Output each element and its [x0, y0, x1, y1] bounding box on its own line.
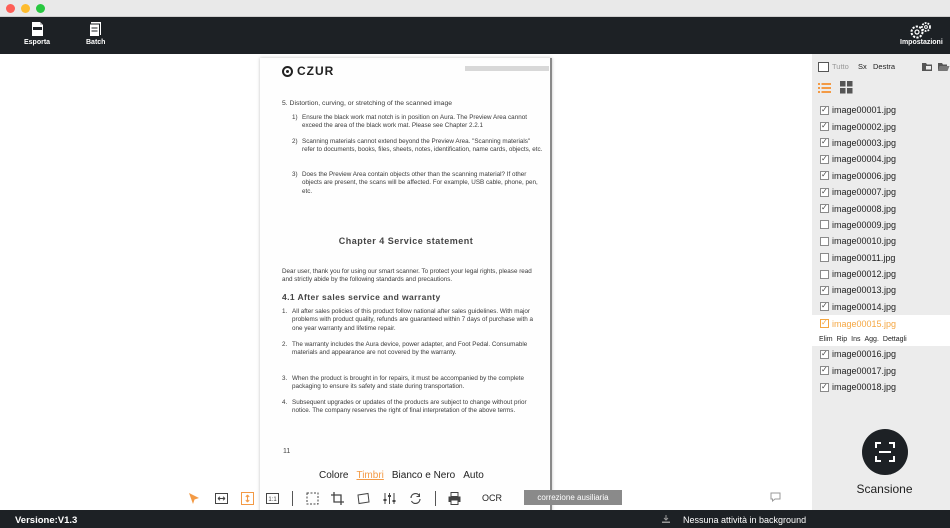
version-label: Versione:V1.3 — [15, 515, 78, 526]
fit-width-icon[interactable] — [214, 491, 229, 506]
file-row[interactable] — [812, 250, 950, 266]
gears-icon — [908, 21, 934, 40]
item-number: 1) — [292, 114, 298, 121]
file-name: image00002.jpg — [832, 121, 897, 132]
file-name: image00001.jpg — [832, 105, 897, 116]
file-row[interactable] — [812, 151, 950, 167]
sidebar-filter-bar — [812, 60, 950, 74]
file-name: image00015.jpg — [832, 318, 897, 329]
batch-button[interactable] — [86, 21, 105, 46]
rotate-icon[interactable] — [408, 491, 423, 506]
page-number: 11 — [283, 448, 291, 455]
czur-logo-mark — [282, 66, 293, 77]
chapter-intro: Dear user, thank you for using our smart scanner. To protect your legal rights, please read and strictly abide by the following standards and precautions. — [282, 268, 532, 284]
file-checkbox[interactable] — [820, 122, 829, 131]
preview-area — [0, 54, 812, 510]
czur-logo — [282, 64, 334, 78]
file-row[interactable] — [812, 346, 950, 362]
file-row[interactable] — [812, 233, 950, 249]
file-row[interactable] — [812, 200, 950, 216]
file-name: image00014.jpg — [832, 301, 897, 312]
subsection-item: The warranty includes the Aura device, power adapter, and Foot Pedal. Consumable materials and appearance are not covered by the warranty. — [292, 341, 528, 357]
svg-text:1:1: 1:1 — [268, 497, 277, 503]
file-checkbox[interactable] — [820, 220, 829, 229]
top-toolbar — [0, 17, 950, 54]
batch-files-icon — [89, 21, 102, 37]
item-number: 1. — [282, 308, 288, 315]
pdf-file-icon — [31, 21, 44, 37]
file-name: image00003.jpg — [832, 137, 897, 148]
section-5-title: 5. Distortion, curving, or stretching of the scanned image — [282, 100, 453, 107]
file-name: image00016.jpg — [832, 349, 897, 360]
scan-button[interactable] — [862, 429, 908, 475]
crop-icon[interactable] — [330, 491, 345, 506]
file-row[interactable] — [812, 168, 950, 184]
actual-size-icon[interactable] — [265, 491, 280, 506]
print-icon[interactable] — [447, 491, 462, 506]
deskew-icon[interactable] — [356, 491, 371, 506]
subsection-item: Subsequent upgrades or updates of the products are subject to change without prior notice. The company reserves the right of final interpretation of the above terms. — [292, 399, 527, 415]
subsection-heading: 4.1 After sales service and warranty — [282, 292, 441, 302]
file-row[interactable] — [812, 379, 950, 395]
view-mode-toggle — [818, 80, 858, 96]
chat-bubble-icon[interactable] — [770, 492, 781, 502]
download-tray-icon — [661, 514, 671, 524]
item-number: 3) — [292, 171, 298, 178]
file-row[interactable] — [812, 362, 950, 378]
export-label: Esporta — [24, 39, 51, 46]
chapter-heading: Chapter 4 Service statement — [338, 236, 474, 246]
ocr-button[interactable]: OCR — [482, 493, 502, 503]
file-row[interactable] — [812, 102, 950, 118]
scan-frame-icon — [874, 441, 896, 463]
details-action[interactable]: Dettagli — [882, 335, 907, 343]
file-name: image00008.jpg — [832, 203, 897, 214]
file-name: image00013.jpg — [832, 285, 897, 296]
filter-right[interactable]: Destra — [873, 62, 896, 71]
file-row-selected[interactable] — [812, 315, 950, 332]
file-checkbox[interactable] — [820, 383, 829, 392]
image-folder-icon[interactable] — [921, 61, 933, 72]
file-checkbox[interactable] — [820, 155, 829, 164]
adjust-sliders-icon[interactable] — [382, 491, 397, 506]
scan-label[interactable]: Scansione — [856, 482, 913, 496]
document-page-preview[interactable] — [260, 58, 552, 513]
export-button[interactable] — [24, 21, 50, 46]
minimize-window-button[interactable] — [21, 4, 30, 13]
settings-label: Impostazioni — [900, 39, 943, 46]
delete-action[interactable]: Elim — [819, 335, 833, 343]
select-area-icon[interactable] — [305, 491, 320, 506]
file-checkbox[interactable] — [820, 188, 829, 197]
file-checkbox[interactable] — [820, 366, 829, 375]
status-bar — [0, 510, 950, 528]
filter-all[interactable]: Tutto — [832, 62, 849, 71]
edit-toolbar — [186, 488, 626, 508]
file-checkbox[interactable] — [820, 204, 829, 213]
file-checkbox[interactable] — [820, 237, 829, 246]
file-checkbox[interactable] — [820, 138, 829, 147]
file-name: image00011.jpg — [832, 252, 896, 263]
color-mode-selector — [319, 470, 484, 481]
mode-bianco-e-nero[interactable]: Bianco e Nero — [391, 470, 456, 481]
tool-separator — [435, 491, 436, 506]
close-window-button[interactable] — [6, 4, 15, 13]
maximize-window-button[interactable] — [36, 4, 45, 13]
section-5-item: Ensure the black work mat notch is in position on Aura. The Preview Area cannot exceed the area of the black work mat. Please see Chapter 2.2.1 — [302, 114, 527, 130]
file-checkbox[interactable] — [820, 171, 829, 180]
cursor-arrow-icon[interactable] — [186, 491, 201, 506]
file-checkbox[interactable] — [820, 319, 829, 328]
mode-timbri[interactable]: Timbri — [356, 470, 384, 481]
file-row[interactable] — [812, 217, 950, 233]
grid-view-icon[interactable] — [840, 81, 853, 94]
section-5-item: Does the Preview Area contain objects other than the scanning material? If other objects are present, the scans will be affected. For example, USB cable, phone, pen, etc. — [302, 171, 538, 195]
file-checkbox[interactable] — [820, 253, 829, 262]
file-checkbox[interactable] — [820, 350, 829, 359]
window-title-bar — [0, 0, 950, 17]
header-bar-decoration — [465, 66, 549, 71]
settings-button[interactable] — [900, 21, 943, 46]
item-number: 4. — [282, 399, 288, 406]
fit-height-icon[interactable] — [240, 491, 255, 506]
logo-text: CZUR — [297, 64, 335, 78]
file-name: image00007.jpg — [832, 187, 897, 198]
open-folder-icon[interactable] — [937, 61, 950, 72]
rescan-action[interactable]: Rip — [836, 335, 848, 343]
filter-left[interactable]: Sx — [858, 62, 867, 71]
file-name: image00018.jpg — [832, 382, 897, 393]
list-view-icon[interactable] — [818, 82, 831, 94]
file-row[interactable] — [812, 135, 950, 151]
file-name: image00009.jpg — [832, 219, 897, 230]
file-row[interactable] — [812, 282, 950, 298]
item-number: 2. — [282, 341, 288, 348]
insert-action[interactable]: Ins — [851, 335, 861, 343]
page-edge-shadow — [550, 58, 552, 513]
file-row[interactable] — [812, 118, 950, 134]
file-row[interactable] — [812, 299, 950, 315]
file-name: image00017.jpg — [832, 365, 897, 376]
subsection-item: All after sales policies of this product follow national after sales guidelines. With major problems with product quality, refunds are guaranteed within 7 days of purchase with a one year warranty and lifetime repair. — [292, 308, 534, 332]
row-actions — [812, 332, 950, 346]
subsection-item: When the product is brought in for repairs, it must be accompanied by the complete packaging to ensure its safety and state during transportation. — [292, 375, 525, 391]
item-number: 3. — [282, 375, 288, 382]
background-activity-status: Nessuna attività in background — [683, 515, 807, 525]
file-row[interactable] — [812, 184, 950, 200]
file-name: image00006.jpg — [832, 170, 897, 181]
file-row[interactable] — [812, 266, 950, 282]
file-checkbox[interactable] — [820, 286, 829, 295]
file-checkbox[interactable] — [820, 302, 829, 311]
image-file-list — [812, 102, 950, 395]
image-list-sidebar — [812, 54, 950, 510]
file-name: image00004.jpg — [832, 154, 897, 165]
file-checkbox[interactable] — [820, 270, 829, 279]
section-5-item: Scanning materials cannot extend beyond the Preview Area. "Scanning materials" refer to documents, books, files, sheets, notes, identification, name cards, objects, etc. — [302, 138, 543, 154]
file-checkbox[interactable] — [820, 106, 829, 115]
item-number: 2) — [292, 138, 298, 145]
batch-label: Batch — [86, 39, 106, 46]
file-name: image00010.jpg — [832, 236, 897, 247]
mode-auto[interactable]: Auto — [463, 470, 484, 481]
select-all-checkbox[interactable] — [818, 62, 829, 72]
aux-correction-button[interactable]: correzione ausiliaria — [524, 490, 622, 505]
file-name: image00012.jpg — [832, 269, 897, 280]
mode-colore[interactable]: Colore — [319, 470, 349, 481]
add-action[interactable]: Agg. — [864, 335, 879, 343]
tool-separator — [292, 491, 293, 506]
